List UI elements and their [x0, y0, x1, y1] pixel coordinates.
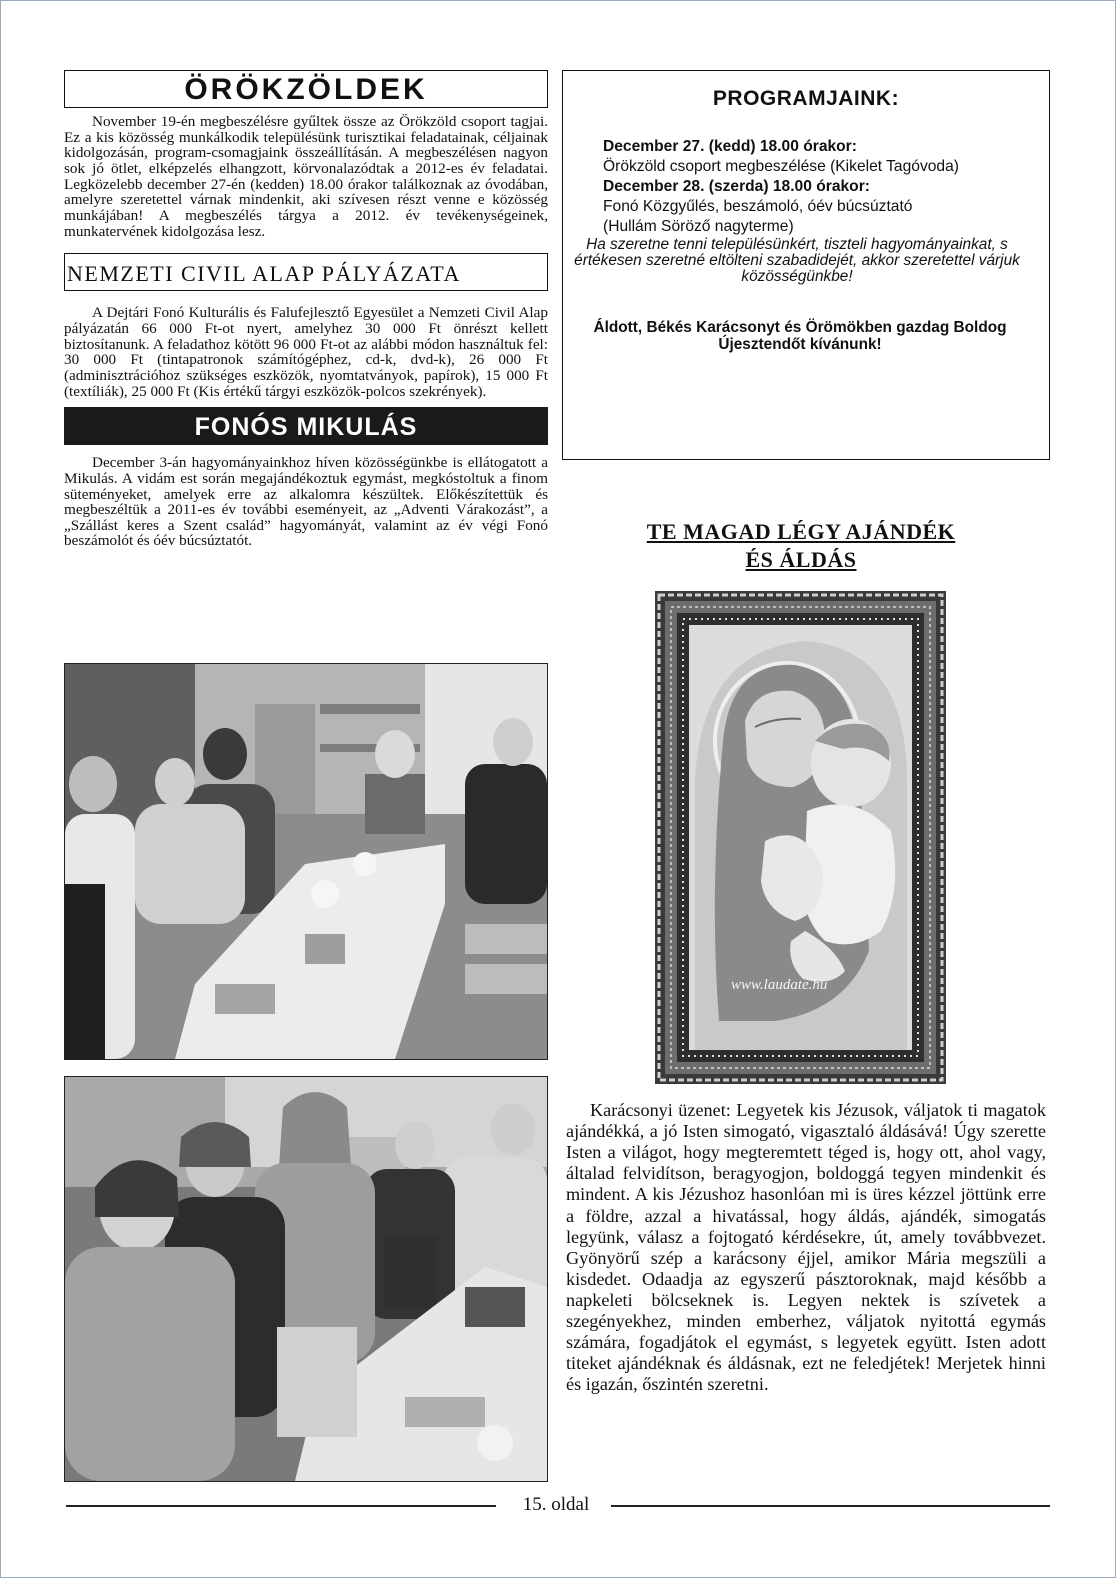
madonna-icon-image — [655, 591, 946, 1084]
group-photo-1-icon — [65, 664, 547, 1059]
right-column — [562, 70, 1050, 460]
footer-rule-right — [611, 1505, 1050, 1507]
group-photo-2-icon — [65, 1077, 547, 1481]
program-1-desc: Örökzöld csoport megbeszélése (Kikelet Tagóvoda) — [603, 158, 959, 175]
gift-heading-line2: ÉS ÁLDÁS — [745, 547, 857, 572]
madonna-picture-icon — [655, 591, 946, 1084]
image-watermark: www.laudate.hu — [731, 977, 828, 993]
mikulas-text: December 3-án hagyományainkhoz híven közösségünkbe is ellátogatott a Mikulás. A vidám est során megajándékoztuk egymást, megkóstoltuk a finom süteményeket, amelyek erre az alkalomra készültek. Előkészítettük és megbeszéltük a 2011-es év további eseményeit, az „Adventi Várakozást”, a „Szállást keres a Szent család” hagyományát, valamint az év végi Fonó beszámolót és óév búcsúztatót. — [64, 454, 548, 550]
page-footer — [66, 1494, 1050, 1516]
program-1-date: December 27. (kedd) 18.00 órakor: — [603, 138, 857, 155]
mikulas-heading: FONÓS MIKULÁS — [64, 407, 548, 445]
civil-alap-heading: NEMZETI CIVIL ALAP PÁLYÁZATA — [64, 253, 548, 291]
left-column — [64, 70, 548, 549]
programs-invite: Ha szeretne tenni településünkért, tiszteli hagyományainkat, s értékesen szeretné eltölteni szabadidejét, akkor szeretettel várjuk közösségünkbe! — [574, 236, 1020, 285]
gift-heading — [562, 518, 1040, 574]
page-number: 15. oldal — [522, 1494, 590, 1515]
gift-heading-line1: TE MAGAD LÉGY AJÁNDÉK — [646, 519, 956, 544]
programs-box — [562, 70, 1050, 460]
footer-rule-left — [66, 1505, 496, 1507]
program-2-place: (Hullám Söröző nagyterme) — [603, 218, 794, 235]
orokzoldek-heading: ÖRÖKZÖLDEK — [64, 70, 548, 108]
orokzoldek-text: November 19-én megbeszélésre gyűltek össze az Örökzöld csoport tagjai. Ez a kis közösség munkálkodik településünk turisztikai feladatainak, céljainak kidolgozásán, program-csomagjaink összeállításán. A megbeszélésen nagyon sok jó ötlet, elképzelés elhangzott, körvonalazódtak a 2012-es év feladatai. Legközelebb december 27-én (kedden) 18.00 órakor találkoznak az óvodában, amelyre szeretettel várnak mindenkit, aki szívesen részt venne e közösség munkájában! A megbeszélés tárgya a 2012. év tevékenységeinek, munkatervének kidolgozása lesz. — [64, 113, 548, 240]
civil-alap-text: A Dejtári Fonó Kulturális és Falufejlesztő Egyesület a Nemzeti Civil Alap pályázatán 66 000 Ft-ot nyert, amelyhez 30 000 Ft önrészt kellett biztosítanunk. A feladathoz kötött 96 000 Ft-ot az alábbi módon használtuk fel: 30 000 Ft (tintapatronok számítógéphez, cd-k, dvd-k), 26 000 Ft (adminisztrációhoz szükséges eszközök, nyomtatványok, papírok), 15 000 Ft (textíliák), 25 000 Ft (Kis értékű tárgyi eszközök-polcos szekrények). — [64, 304, 548, 400]
program-2-desc: Fonó Közgyűlés, beszámoló, óév búcsúztató — [603, 198, 913, 215]
programs-title: PROGRAMJAINK: — [712, 87, 900, 110]
program-2-date: December 28. (szerda) 18.00 órakor: — [603, 178, 870, 195]
christmas-message: Karácsonyi üzenet: Legyetek kis Jézusok, váljatok ti magatok ajándékká, a jó Isten simogató, vigasztaló áldásává! Úgy szerette Isten a világot, hogy megteremtett téged is, hogy ott, ahol vagy, általad felvidítson, beragyogjon, boldoggá tegyen mindenkit és mindent. A kis Jézushoz hasonlóan mi is üres kézzel jöttünk erre a földre, azzal a hivatással, hogy áldás, ajándék, simogatás legyünk, válasz a fojtogató kérdésekre, út, amely továbbvezet. Gyönyörű szép a karácsony éjjel, amikor Mária megszüli a kisdedet. Odaadja az egyszerű pásztoroknak, majd később a napkeleti bölcseknek is. Legyen nektek is szívetek a szegényekhez, minden emberhez, váljatok nyitottá egymás számára, fogadjátok el egymást, s legyetek együtt. Isten adott titeket ajándéknak és áldásnak, ezt ne feledjétek! Merjetek hinni és igazán, őszintén szeretni. — [566, 1100, 1046, 1395]
mikulas-photo-1 — [64, 663, 548, 1060]
programs-wish: Áldott, Békés Karácsonyt és Örömökben gazdag Boldog Újesztendőt kívánunk! — [593, 319, 1007, 353]
mikulas-photo-2 — [64, 1076, 548, 1482]
